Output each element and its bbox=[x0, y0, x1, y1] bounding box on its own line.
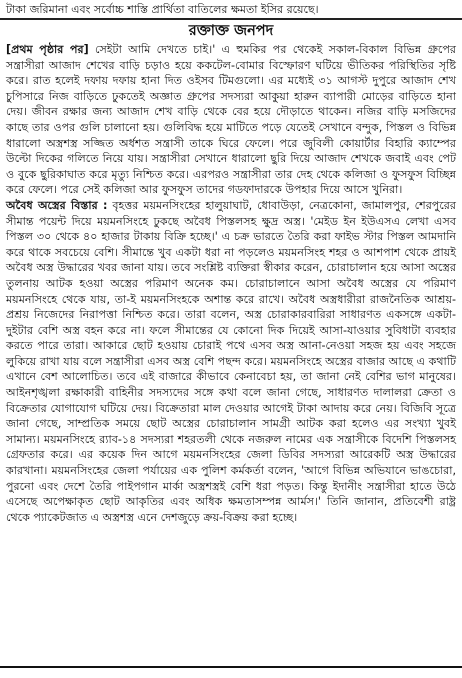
article-paragraph-1 bbox=[0, 42, 462, 198]
continued-from-front-page-tag: [প্রথম পৃষ্ঠার পর] bbox=[6, 43, 89, 56]
paragraph-1-text: সেইটা আমি দেখতে চাই।' এ হুমকির পর থেকেই সকাল-বিকাল বিভিন্ন গ্রুপের সন্ত্রাসীরা আজাদ শেখের বাড়ি চড়াও হয়ে ককটেল-বোমার বিস্ফোরণ ঘটিয়ে ভীতিকর পরিস্থিতির সৃষ্টি করে। রাত হলেই দফায় দফায় হানা দিত ওইসব টিমগুলো। এর মধ্যেই ৩১ আগস্ট দুপুরে আজাদ শেখ চুপিসারে নিজ বাড়িতে ঢুকতেই অজ্ঞাত গ্রুপের সদস্যরা আকুয়া হারুন ব্যাপারী মোড়ের বাড়িতে হানা দেয়। জীবন রক্ষার জন্য আজাদ শেখ বাড়ি থেকে বের হয়ে দৌড়াতে থাকেন। নজির বাড়ি মসজিদের কাছে তার ওপর গুলি চালানো হয়। গুলিবিদ্ধ হয়ে মাটিতে পড়ে যেতেই সেখানে বন্দুক, পিস্তল ও বিভিন্ন ধারালো অস্ত্রশস্ত্র সজ্জিত অর্ধশত সন্ত্রাসী তাকে ঘিরে ফেলে। পরে জুবিলী কোয়ার্টার বিহারি ক্যাম্পের উল্টো দিকের গলিতে নিয়ে যায়। সন্ত্রাসীরা সেখানে ধারালো ছুরি দিয়ে আজাদ শেখকে জবাই এবং পেট ও বুকে ছুরিকাঘাত করে মৃত্যু নিশ্চিত করে। এরপরও সন্ত্রাসীরা তার দেহ থেকে কলিজা ও ফুসফুস বিচ্ছিন্ন করে ফেলে। পরে সেই কলিজা আর ফুসফুস তাদের গডফাদারকে উপহার দিয়ে আসে খুনিরা। bbox=[6, 43, 456, 197]
article-headline: রক্তাক্ত জনপদ bbox=[188, 23, 274, 39]
article-paragraph-2 bbox=[0, 198, 462, 525]
bottom-rule bbox=[0, 666, 462, 678]
paragraph-2-text: বৃহত্তর ময়মনসিংহের হালুয়াঘাট, ধোবাউড়া, নেত্রকোনা, জামালপুর, শেরপুরের সীমান্ত পয়েন্ট দিয়ে ময়মনসিংহে ঢুকছে অবৈধ পিস্তলসহ ক্ষুদ্র অস্ত্র। 'মেইড ইন ইউএসএ লেখা এসব পিস্তল ৩০ থেকে ৪০ হাজার টাকায় বিক্রি হচ্ছে।' এ চক্র ভারতে তৈরি করা ফাইভ স্টার পিস্তল আমদানি করে থাকে সবচেয়ে বেশি। সীমান্তে খুব একটা ধরা না পড়লেও ময়মনসিংহ শহর ও আশপাশ থেকে প্রায়ই অবৈধ অস্ত্র উদ্ধারের খবর জানা যায়। তবে সংশ্লিষ্ট ব্যক্তিরা স্বীকার করেন, চোরাচালান হয়ে আসা অস্ত্রের তুলনায় আটক হওয়া অস্ত্রের পরিমাণ অনেক কম। চোরাচালানে আসা অবৈধ অস্ত্রের যে পরিমাণ ময়মনসিংহে থেকে যায়, তা-ই ময়মনসিংহকে অশান্ত করে রাখে। অবৈধ অস্ত্রধারীরা রাজনৈতিক আশ্রয়-প্রশ্রয় নিজেদের নিরাপত্তা নিশ্চিত করে। তারা বলেন, অস্ত্র চোরাকারবারিরা সাধারণত একসঙ্গে একটা-দুইটার বেশি অস্ত্র বহন করে না। ফলে সীমান্তের যে কোনো দিক দিয়েই আসা-যাওয়ার সুবিধাটা ব্যবহার করতে পারে তারা। আকারে ছোট হওয়ায় চোরাই পথে এসব অস্ত্র আনা-নেওয়া সহজ হয় এবং সহজে লুকিয়ে রাখা যায় বলে সন্ত্রাসীরা এসব অস্ত্র বেশি পছন্দ করে। ময়মনসিংহে অস্ত্রের বাজার আছে এ কথাটি এখানে বেশ আলোচিত। তবে এই বাজারে কীভাবে কেনাবেচা হয়, তা জানা নেই বেশির ভাগ মানুষের। আইনশৃঙ্খলা রক্ষাকারী বাহিনীর সদস্যদের সঙ্গে কথা বলে জানা গেছে, সাধারণত দালালরা ক্রেতা ও বিক্রেতার যোগাযোগ ঘটিয়ে দেয়। বিক্রেতারা মাল দেওয়ার আগেই টাকা আদায় করে নেয়। বিজিবি সূত্রে জানা গেছে, সাম্প্রতিক সময়ে ছোট অস্ত্রের চোরাচালান সামগ্রী আটক করা হলেও এর সংখ্যা খুবই সামান্য। ময়মনসিংহে র‍্যাব-১৪ সদস্যরা শহরতলী থেকে নজরুল নামের এক সন্ত্রাসীকে বিদেশি পিস্তলসহ গ্রেফতার করে। এর কয়েক দিন আগে ময়মনসিংহের জেলা ডিবির সদস্যরা আরেকটি অস্ত্র উদ্ধারের কারখানা। ময়মনসিংহের জেলা পর্যায়ের এক পুলিশ কর্মকর্তা বলেন, 'আগে বিভিন্ন অভিযানে ভাঙচোরা, পুরনো এবং দেশে তৈরি পাইপগান মার্কা অস্ত্রশস্ত্রই বেশি ধরা পড়ত। কিন্তু ইদানীং সন্ত্রাসীরা হাতে উঠে এসেছে অপেক্ষাকৃত ছোট আকৃতির এবং অধিক ক্ষমতাসম্পন্ন আর্মস।' তিনি জানান, প্রতিবেশী রাষ্ট্র থেকে প্যাকেটজাত এ অস্ত্রশস্ত্র এনে দেশজুড়ে ক্রয়-বিক্রয় করা হচ্ছে। bbox=[6, 198, 456, 524]
previous-article-tail: টাকা জরিমানা এবং সর্বোচ্চ শাস্তি প্রার্থিতা বাতিলের ক্ষমতা ইসির রয়েছে। bbox=[6, 3, 319, 16]
illegal-arms-subheading: অবৈধ অস্ত্রের বিস্তার : bbox=[6, 198, 108, 212]
top-divider bbox=[0, 18, 462, 20]
